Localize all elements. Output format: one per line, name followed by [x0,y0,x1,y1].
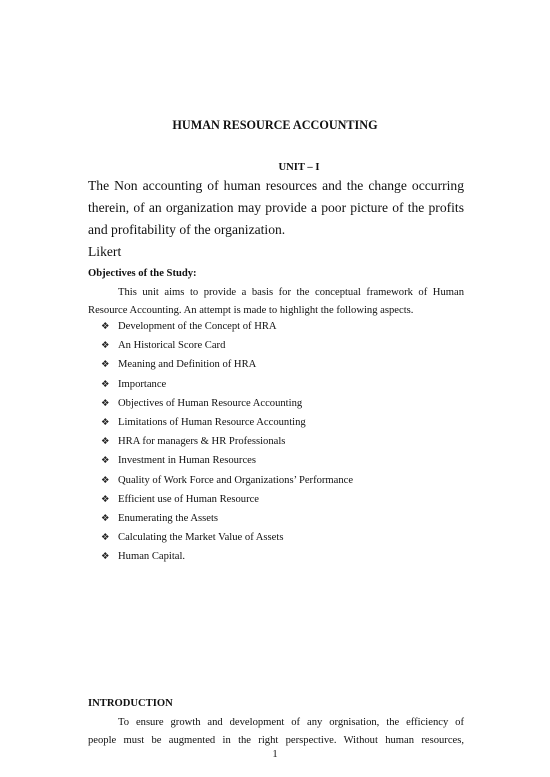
introduction-line: people must be augmented in the right perspective. Without human resources, [88,735,464,746]
list-item [101,493,353,512]
list-item [101,358,353,377]
diamond-bullet-icon: ❖ [101,416,110,428]
unit-label: UNIT – I [278,162,320,173]
diamond-bullet-icon: ❖ [101,532,110,544]
diamond-bullet-icon: ❖ [101,512,110,524]
diamond-bullet-icon: ❖ [101,551,110,563]
list-item [101,378,353,397]
objective-text: Human Capital. [118,551,186,563]
objectives-list [101,320,353,569]
list-item [101,397,353,416]
diamond-bullet-icon: ❖ [101,455,110,467]
list-item [101,454,353,473]
objective-text: Efficient use of Human Resource [118,493,260,505]
objective-text: Limitations of Human Resource Accounting [118,416,306,428]
objective-text: Development of the Concept of HRA [118,321,277,332]
objective-text: Objectives of Human Resource Accounting [118,397,303,409]
diamond-bullet-icon: ❖ [101,378,110,390]
document-title: HUMAN RESOURCE ACCOUNTING [172,118,378,132]
quote-author: Likert [88,244,122,259]
list-item [101,339,353,358]
objective-text: Calculating the Market Value of Assets [118,532,284,544]
quote-line: The Non accounting of human resources and the change occurring [88,178,464,193]
objective-text: An Historical Score Card [118,340,226,352]
diamond-bullet-icon: ❖ [101,397,110,409]
list-item [101,531,353,550]
introduction-heading: INTRODUCTION [88,698,173,709]
objective-text: Importance [118,378,167,390]
list-item [101,550,353,569]
diamond-bullet-icon: ❖ [101,359,110,371]
list-item [101,416,353,435]
diamond-bullet-icon: ❖ [101,321,110,332]
page-number: 1 [272,749,278,760]
quote-line: and profitability of the organization. [88,222,286,237]
objective-text: Investment in Human Resources [118,455,256,467]
quote-line: therein, of an organization may provide a poor picture of the profits [88,200,464,215]
diamond-bullet-icon: ❖ [101,474,110,486]
objective-text: Enumerating the Assets [118,512,219,524]
diamond-bullet-icon: ❖ [101,436,110,448]
objective-text: HRA for managers & HR Professionals [118,436,286,448]
diamond-bullet-icon: ❖ [101,340,110,352]
list-item [101,435,353,454]
objectives-intro-line: Resource Accounting. An attempt is made to highlight the following aspects. [88,305,414,316]
list-item [101,512,353,531]
objective-text: Quality of Work Force and Organizations’ Performance [118,474,354,486]
objectives-intro-line: This unit aims to provide a basis for the conceptual framework of Human [118,287,464,298]
introduction-line: To ensure growth and development of any orgnisation, the efficiency of [118,717,464,728]
list-item [101,320,353,339]
objective-text: Meaning and Definition of HRA [118,359,257,371]
list-item [101,474,353,493]
diamond-bullet-icon: ❖ [101,493,110,505]
objectives-heading: Objectives of the Study: [88,268,197,279]
